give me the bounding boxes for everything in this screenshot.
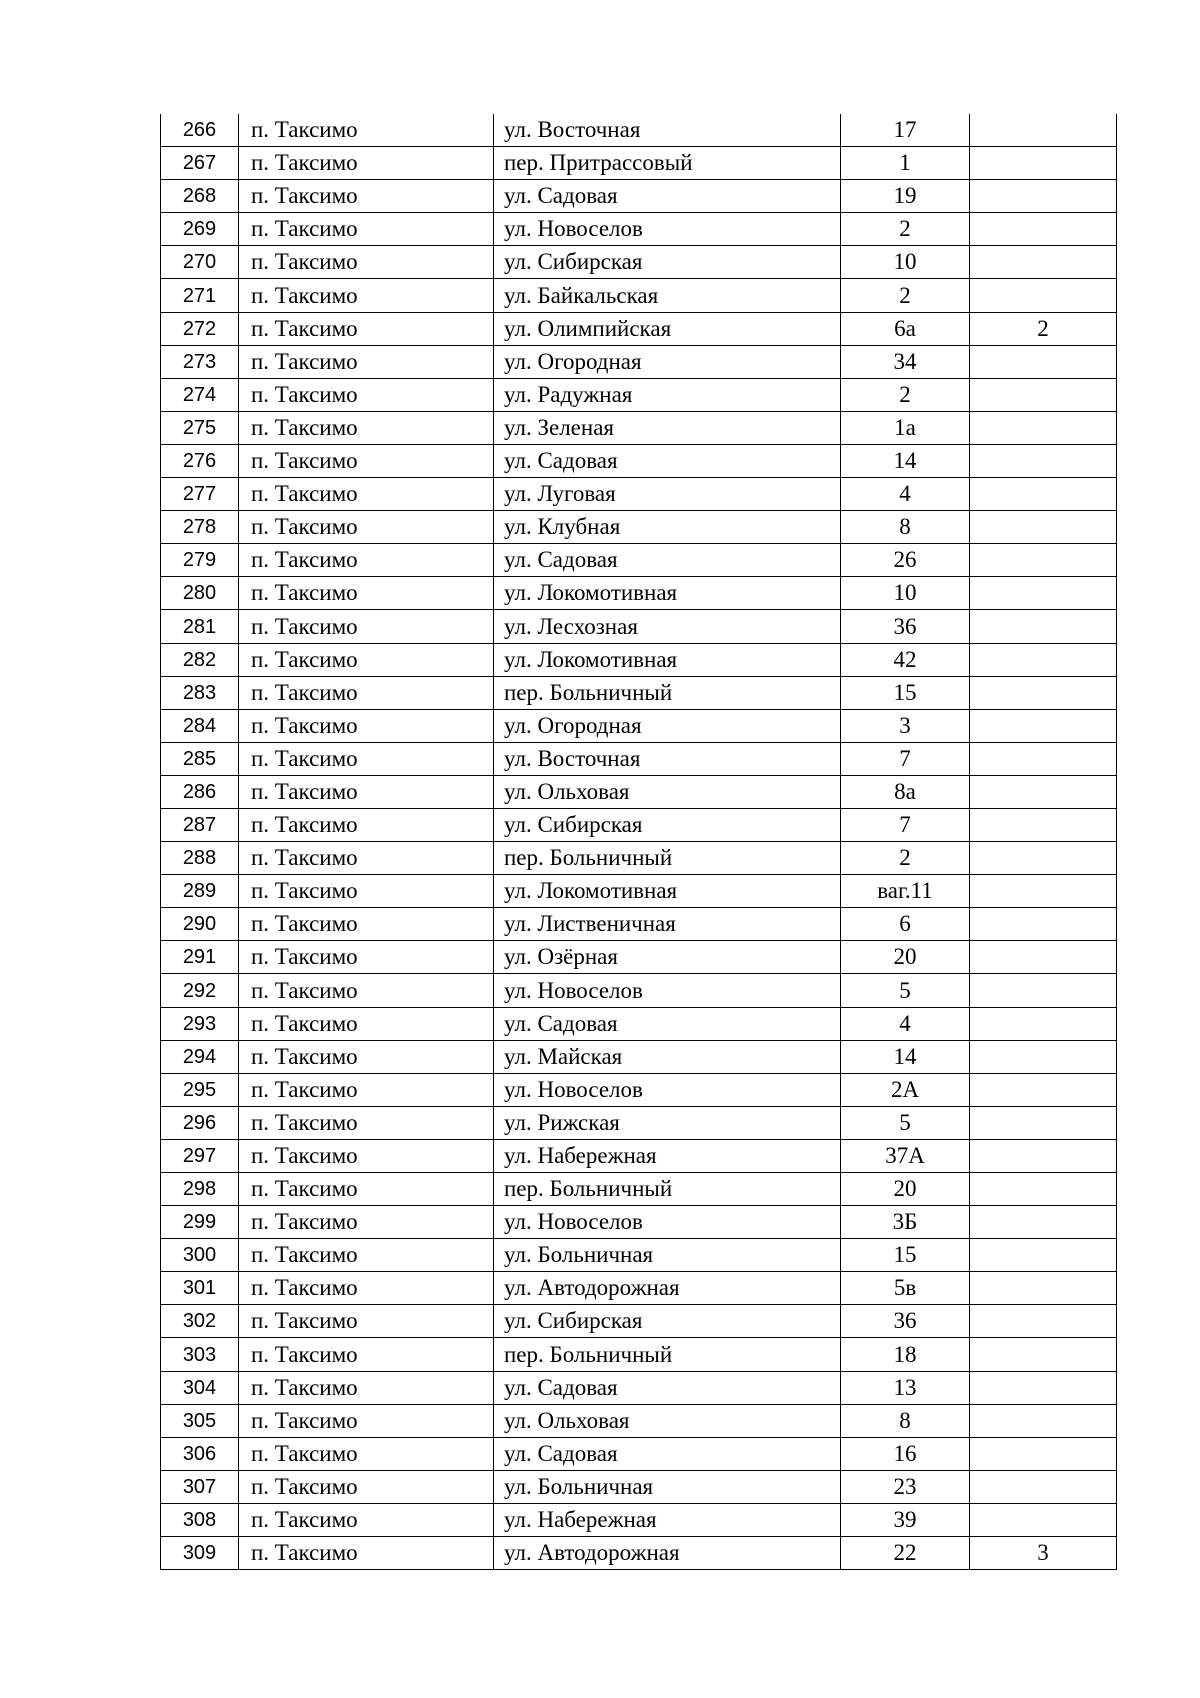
house-number-cell: 5	[841, 974, 970, 1007]
street-cell: ул. Локомотивная	[494, 875, 841, 908]
street-cell: ул. Автодорожная	[494, 1272, 841, 1305]
extra-cell	[970, 444, 1117, 477]
row-number: 292	[161, 974, 239, 1007]
table-row	[161, 1040, 1117, 1073]
extra-cell	[970, 709, 1117, 742]
street-cell: ул. Садовая	[494, 1437, 841, 1470]
locality-cell: п. Таксимо	[239, 842, 494, 875]
locality-cell: п. Таксимо	[239, 213, 494, 246]
row-number: 291	[161, 941, 239, 974]
row-number: 293	[161, 1007, 239, 1040]
row-number: 276	[161, 444, 239, 477]
row-number: 277	[161, 478, 239, 511]
extra-cell	[970, 1073, 1117, 1106]
extra-cell	[970, 1007, 1117, 1040]
locality-cell: п. Таксимо	[239, 1239, 494, 1272]
extra-cell	[970, 842, 1117, 875]
extra-cell	[970, 279, 1117, 312]
locality-cell: п. Таксимо	[239, 246, 494, 279]
row-number: 296	[161, 1106, 239, 1139]
row-number: 274	[161, 378, 239, 411]
locality-cell: п. Таксимо	[239, 1503, 494, 1536]
extra-cell	[970, 246, 1117, 279]
extra-cell	[970, 1305, 1117, 1338]
house-number-cell: 36	[841, 1305, 970, 1338]
table-row	[161, 1073, 1117, 1106]
extra-cell	[970, 1437, 1117, 1470]
extra-cell	[970, 908, 1117, 941]
table-row	[161, 643, 1117, 676]
row-number: 307	[161, 1470, 239, 1503]
locality-cell: п. Таксимо	[239, 378, 494, 411]
extra-cell	[970, 610, 1117, 643]
street-cell: ул. Садовая	[494, 1371, 841, 1404]
row-number: 302	[161, 1305, 239, 1338]
row-number: 267	[161, 147, 239, 180]
street-cell: ул. Сибирская	[494, 1305, 841, 1338]
house-number-cell: ваг.11	[841, 875, 970, 908]
street-cell: ул. Сибирская	[494, 808, 841, 841]
extra-cell	[970, 577, 1117, 610]
street-cell: ул. Луговая	[494, 478, 841, 511]
street-cell: ул. Садовая	[494, 1007, 841, 1040]
street-cell: ул. Набережная	[494, 1139, 841, 1172]
house-number-cell: 39	[841, 1503, 970, 1536]
locality-cell: п. Таксимо	[239, 610, 494, 643]
house-number-cell: 34	[841, 345, 970, 378]
row-number: 273	[161, 345, 239, 378]
locality-cell: п. Таксимо	[239, 411, 494, 444]
table-row	[161, 1305, 1117, 1338]
house-number-cell: 16	[841, 1437, 970, 1470]
row-number: 281	[161, 610, 239, 643]
table-row	[161, 709, 1117, 742]
row-number: 297	[161, 1139, 239, 1172]
table-row	[161, 1272, 1117, 1305]
row-number: 269	[161, 213, 239, 246]
table-row	[161, 213, 1117, 246]
table-row	[161, 1470, 1117, 1503]
house-number-cell: 19	[841, 180, 970, 213]
street-cell: пер. Больничный	[494, 842, 841, 875]
street-cell: ул. Садовая	[494, 444, 841, 477]
house-number-cell: 3	[841, 709, 970, 742]
row-number: 309	[161, 1537, 239, 1570]
street-cell: ул. Садовая	[494, 544, 841, 577]
row-number: 280	[161, 577, 239, 610]
house-number-cell: 5в	[841, 1272, 970, 1305]
table-row	[161, 312, 1117, 345]
locality-cell: п. Таксимо	[239, 1173, 494, 1206]
extra-cell	[970, 1404, 1117, 1437]
house-number-cell: 7	[841, 742, 970, 775]
house-number-cell: 14	[841, 444, 970, 477]
locality-cell: п. Таксимо	[239, 444, 494, 477]
street-cell: ул. Восточная	[494, 742, 841, 775]
locality-cell: п. Таксимо	[239, 941, 494, 974]
row-number: 303	[161, 1338, 239, 1371]
row-number: 290	[161, 908, 239, 941]
extra-cell	[970, 180, 1117, 213]
street-cell: ул. Больничная	[494, 1239, 841, 1272]
row-number: 299	[161, 1206, 239, 1239]
street-cell: ул. Локомотивная	[494, 577, 841, 610]
row-number: 298	[161, 1173, 239, 1206]
street-cell: ул. Новоселов	[494, 1073, 841, 1106]
locality-cell: п. Таксимо	[239, 1073, 494, 1106]
table-row	[161, 1239, 1117, 1272]
locality-cell: п. Таксимо	[239, 511, 494, 544]
locality-cell: п. Таксимо	[239, 1437, 494, 1470]
street-cell: ул. Автодорожная	[494, 1537, 841, 1570]
house-number-cell: 3Б	[841, 1206, 970, 1239]
extra-cell	[970, 378, 1117, 411]
row-number: 278	[161, 511, 239, 544]
row-number: 295	[161, 1073, 239, 1106]
table-row	[161, 742, 1117, 775]
house-number-cell: 10	[841, 246, 970, 279]
street-cell: ул. Ольховая	[494, 1404, 841, 1437]
street-cell: ул. Рижская	[494, 1106, 841, 1139]
row-number: 284	[161, 709, 239, 742]
table-row	[161, 511, 1117, 544]
house-number-cell: 2	[841, 279, 970, 312]
table-row	[161, 908, 1117, 941]
street-cell: ул. Сибирская	[494, 246, 841, 279]
extra-cell	[970, 643, 1117, 676]
locality-cell: п. Таксимо	[239, 279, 494, 312]
street-cell: ул. Зеленая	[494, 411, 841, 444]
extra-cell	[970, 1239, 1117, 1272]
house-number-cell: 15	[841, 1239, 970, 1272]
row-number: 271	[161, 279, 239, 312]
house-number-cell: 2А	[841, 1073, 970, 1106]
extra-cell	[970, 775, 1117, 808]
locality-cell: п. Таксимо	[239, 709, 494, 742]
extra-cell	[970, 114, 1117, 147]
extra-cell	[970, 1106, 1117, 1139]
locality-cell: п. Таксимо	[239, 676, 494, 709]
row-number: 301	[161, 1272, 239, 1305]
row-number: 275	[161, 411, 239, 444]
house-number-cell: 6	[841, 908, 970, 941]
extra-cell: 2	[970, 312, 1117, 345]
extra-cell: 3	[970, 1537, 1117, 1570]
street-cell: ул. Новоселов	[494, 974, 841, 1007]
table-row	[161, 1503, 1117, 1536]
locality-cell: п. Таксимо	[239, 643, 494, 676]
row-number: 285	[161, 742, 239, 775]
street-cell: ул. Огородная	[494, 345, 841, 378]
street-cell: ул. Ольховая	[494, 775, 841, 808]
locality-cell: п. Таксимо	[239, 114, 494, 147]
locality-cell: п. Таксимо	[239, 808, 494, 841]
house-number-cell: 6а	[841, 312, 970, 345]
table-row	[161, 808, 1117, 841]
table-row	[161, 411, 1117, 444]
house-number-cell: 8а	[841, 775, 970, 808]
row-number: 305	[161, 1404, 239, 1437]
house-number-cell: 2	[841, 842, 970, 875]
extra-cell	[970, 147, 1117, 180]
street-cell: ул. Лиственичная	[494, 908, 841, 941]
street-cell: ул. Олимпийская	[494, 312, 841, 345]
table-row	[161, 1371, 1117, 1404]
locality-cell: п. Таксимо	[239, 908, 494, 941]
house-number-cell: 5	[841, 1106, 970, 1139]
locality-cell: п. Таксимо	[239, 147, 494, 180]
street-cell: ул. Майская	[494, 1040, 841, 1073]
locality-cell: п. Таксимо	[239, 478, 494, 511]
table-row	[161, 114, 1117, 147]
row-number: 289	[161, 875, 239, 908]
extra-cell	[970, 1040, 1117, 1073]
extra-cell	[970, 742, 1117, 775]
row-number: 272	[161, 312, 239, 345]
street-cell: ул. Лесхозная	[494, 610, 841, 643]
locality-cell: п. Таксимо	[239, 1371, 494, 1404]
locality-cell: п. Таксимо	[239, 345, 494, 378]
house-number-cell: 7	[841, 808, 970, 841]
street-cell: ул. Огородная	[494, 709, 841, 742]
table-row	[161, 676, 1117, 709]
extra-cell	[970, 941, 1117, 974]
row-number: 286	[161, 775, 239, 808]
table-row	[161, 180, 1117, 213]
locality-cell: п. Таксимо	[239, 1338, 494, 1371]
row-number: 283	[161, 676, 239, 709]
table-row	[161, 610, 1117, 643]
locality-cell: п. Таксимо	[239, 180, 494, 213]
house-number-cell: 8	[841, 511, 970, 544]
table-row	[161, 941, 1117, 974]
table-row	[161, 1173, 1117, 1206]
street-cell: пер. Больничный	[494, 1173, 841, 1206]
extra-cell	[970, 1371, 1117, 1404]
street-cell: ул. Клубная	[494, 511, 841, 544]
house-number-cell: 4	[841, 1007, 970, 1040]
table-row	[161, 1437, 1117, 1470]
house-number-cell: 20	[841, 1173, 970, 1206]
street-cell: ул. Байкальская	[494, 279, 841, 312]
street-cell: ул. Набережная	[494, 1503, 841, 1536]
extra-cell	[970, 411, 1117, 444]
extra-cell	[970, 1206, 1117, 1239]
house-number-cell: 15	[841, 676, 970, 709]
row-number: 266	[161, 114, 239, 147]
table-row	[161, 875, 1117, 908]
locality-cell: п. Таксимо	[239, 1305, 494, 1338]
house-number-cell: 22	[841, 1537, 970, 1570]
locality-cell: п. Таксимо	[239, 1040, 494, 1073]
table-row	[161, 1404, 1117, 1437]
extra-cell	[970, 808, 1117, 841]
house-number-cell: 18	[841, 1338, 970, 1371]
house-number-cell: 20	[841, 941, 970, 974]
row-number: 287	[161, 808, 239, 841]
house-number-cell: 37А	[841, 1139, 970, 1172]
house-number-cell: 10	[841, 577, 970, 610]
street-cell: ул. Восточная	[494, 114, 841, 147]
table-row	[161, 577, 1117, 610]
house-number-cell: 4	[841, 478, 970, 511]
locality-cell: п. Таксимо	[239, 544, 494, 577]
table-row	[161, 378, 1117, 411]
house-number-cell: 14	[841, 1040, 970, 1073]
extra-cell	[970, 875, 1117, 908]
street-cell: пер. Больничный	[494, 676, 841, 709]
table-row	[161, 974, 1117, 1007]
address-table	[160, 114, 1117, 1570]
locality-cell: п. Таксимо	[239, 775, 494, 808]
extra-cell	[970, 544, 1117, 577]
table-row	[161, 544, 1117, 577]
house-number-cell: 2	[841, 213, 970, 246]
locality-cell: п. Таксимо	[239, 1106, 494, 1139]
table-row	[161, 842, 1117, 875]
extra-cell	[970, 478, 1117, 511]
house-number-cell: 1а	[841, 411, 970, 444]
street-cell: ул. Радужная	[494, 378, 841, 411]
locality-cell: п. Таксимо	[239, 1139, 494, 1172]
row-number: 300	[161, 1239, 239, 1272]
table-row	[161, 147, 1117, 180]
row-number: 268	[161, 180, 239, 213]
table-row	[161, 1338, 1117, 1371]
table-row	[161, 478, 1117, 511]
locality-cell: п. Таксимо	[239, 1404, 494, 1437]
row-number: 294	[161, 1040, 239, 1073]
table-row	[161, 1537, 1117, 1570]
table-row	[161, 1139, 1117, 1172]
table-row	[161, 775, 1117, 808]
locality-cell: п. Таксимо	[239, 577, 494, 610]
house-number-cell: 8	[841, 1404, 970, 1437]
table-row	[161, 1106, 1117, 1139]
locality-cell: п. Таксимо	[239, 1007, 494, 1040]
extra-cell	[970, 1139, 1117, 1172]
table-row	[161, 1206, 1117, 1239]
extra-cell	[970, 974, 1117, 1007]
street-cell: ул. Больничная	[494, 1470, 841, 1503]
table-row	[161, 279, 1117, 312]
table-row	[161, 345, 1117, 378]
house-number-cell: 36	[841, 610, 970, 643]
house-number-cell: 23	[841, 1470, 970, 1503]
street-cell: ул. Садовая	[494, 180, 841, 213]
table-row	[161, 246, 1117, 279]
extra-cell	[970, 213, 1117, 246]
table-row	[161, 1007, 1117, 1040]
extra-cell	[970, 511, 1117, 544]
street-cell: ул. Новоселов	[494, 213, 841, 246]
row-number: 279	[161, 544, 239, 577]
locality-cell: п. Таксимо	[239, 1537, 494, 1570]
house-number-cell: 42	[841, 643, 970, 676]
locality-cell: п. Таксимо	[239, 1206, 494, 1239]
row-number: 282	[161, 643, 239, 676]
street-cell: пер. Притрассовый	[494, 147, 841, 180]
locality-cell: п. Таксимо	[239, 974, 494, 1007]
house-number-cell: 17	[841, 114, 970, 147]
table-row	[161, 444, 1117, 477]
row-number: 306	[161, 1437, 239, 1470]
row-number: 288	[161, 842, 239, 875]
extra-cell	[970, 676, 1117, 709]
extra-cell	[970, 1470, 1117, 1503]
address-table-body	[161, 114, 1117, 1570]
locality-cell: п. Таксимо	[239, 742, 494, 775]
extra-cell	[970, 1503, 1117, 1536]
street-cell: пер. Больничный	[494, 1338, 841, 1371]
house-number-cell: 2	[841, 378, 970, 411]
locality-cell: п. Таксимо	[239, 1272, 494, 1305]
row-number: 308	[161, 1503, 239, 1536]
row-number: 304	[161, 1371, 239, 1404]
extra-cell	[970, 1338, 1117, 1371]
extra-cell	[970, 345, 1117, 378]
street-cell: ул. Новоселов	[494, 1206, 841, 1239]
street-cell: ул. Озёрная	[494, 941, 841, 974]
extra-cell	[970, 1173, 1117, 1206]
row-number: 270	[161, 246, 239, 279]
extra-cell	[970, 1272, 1117, 1305]
locality-cell: п. Таксимо	[239, 1470, 494, 1503]
house-number-cell: 1	[841, 147, 970, 180]
street-cell: ул. Локомотивная	[494, 643, 841, 676]
locality-cell: п. Таксимо	[239, 875, 494, 908]
house-number-cell: 13	[841, 1371, 970, 1404]
locality-cell: п. Таксимо	[239, 312, 494, 345]
house-number-cell: 26	[841, 544, 970, 577]
